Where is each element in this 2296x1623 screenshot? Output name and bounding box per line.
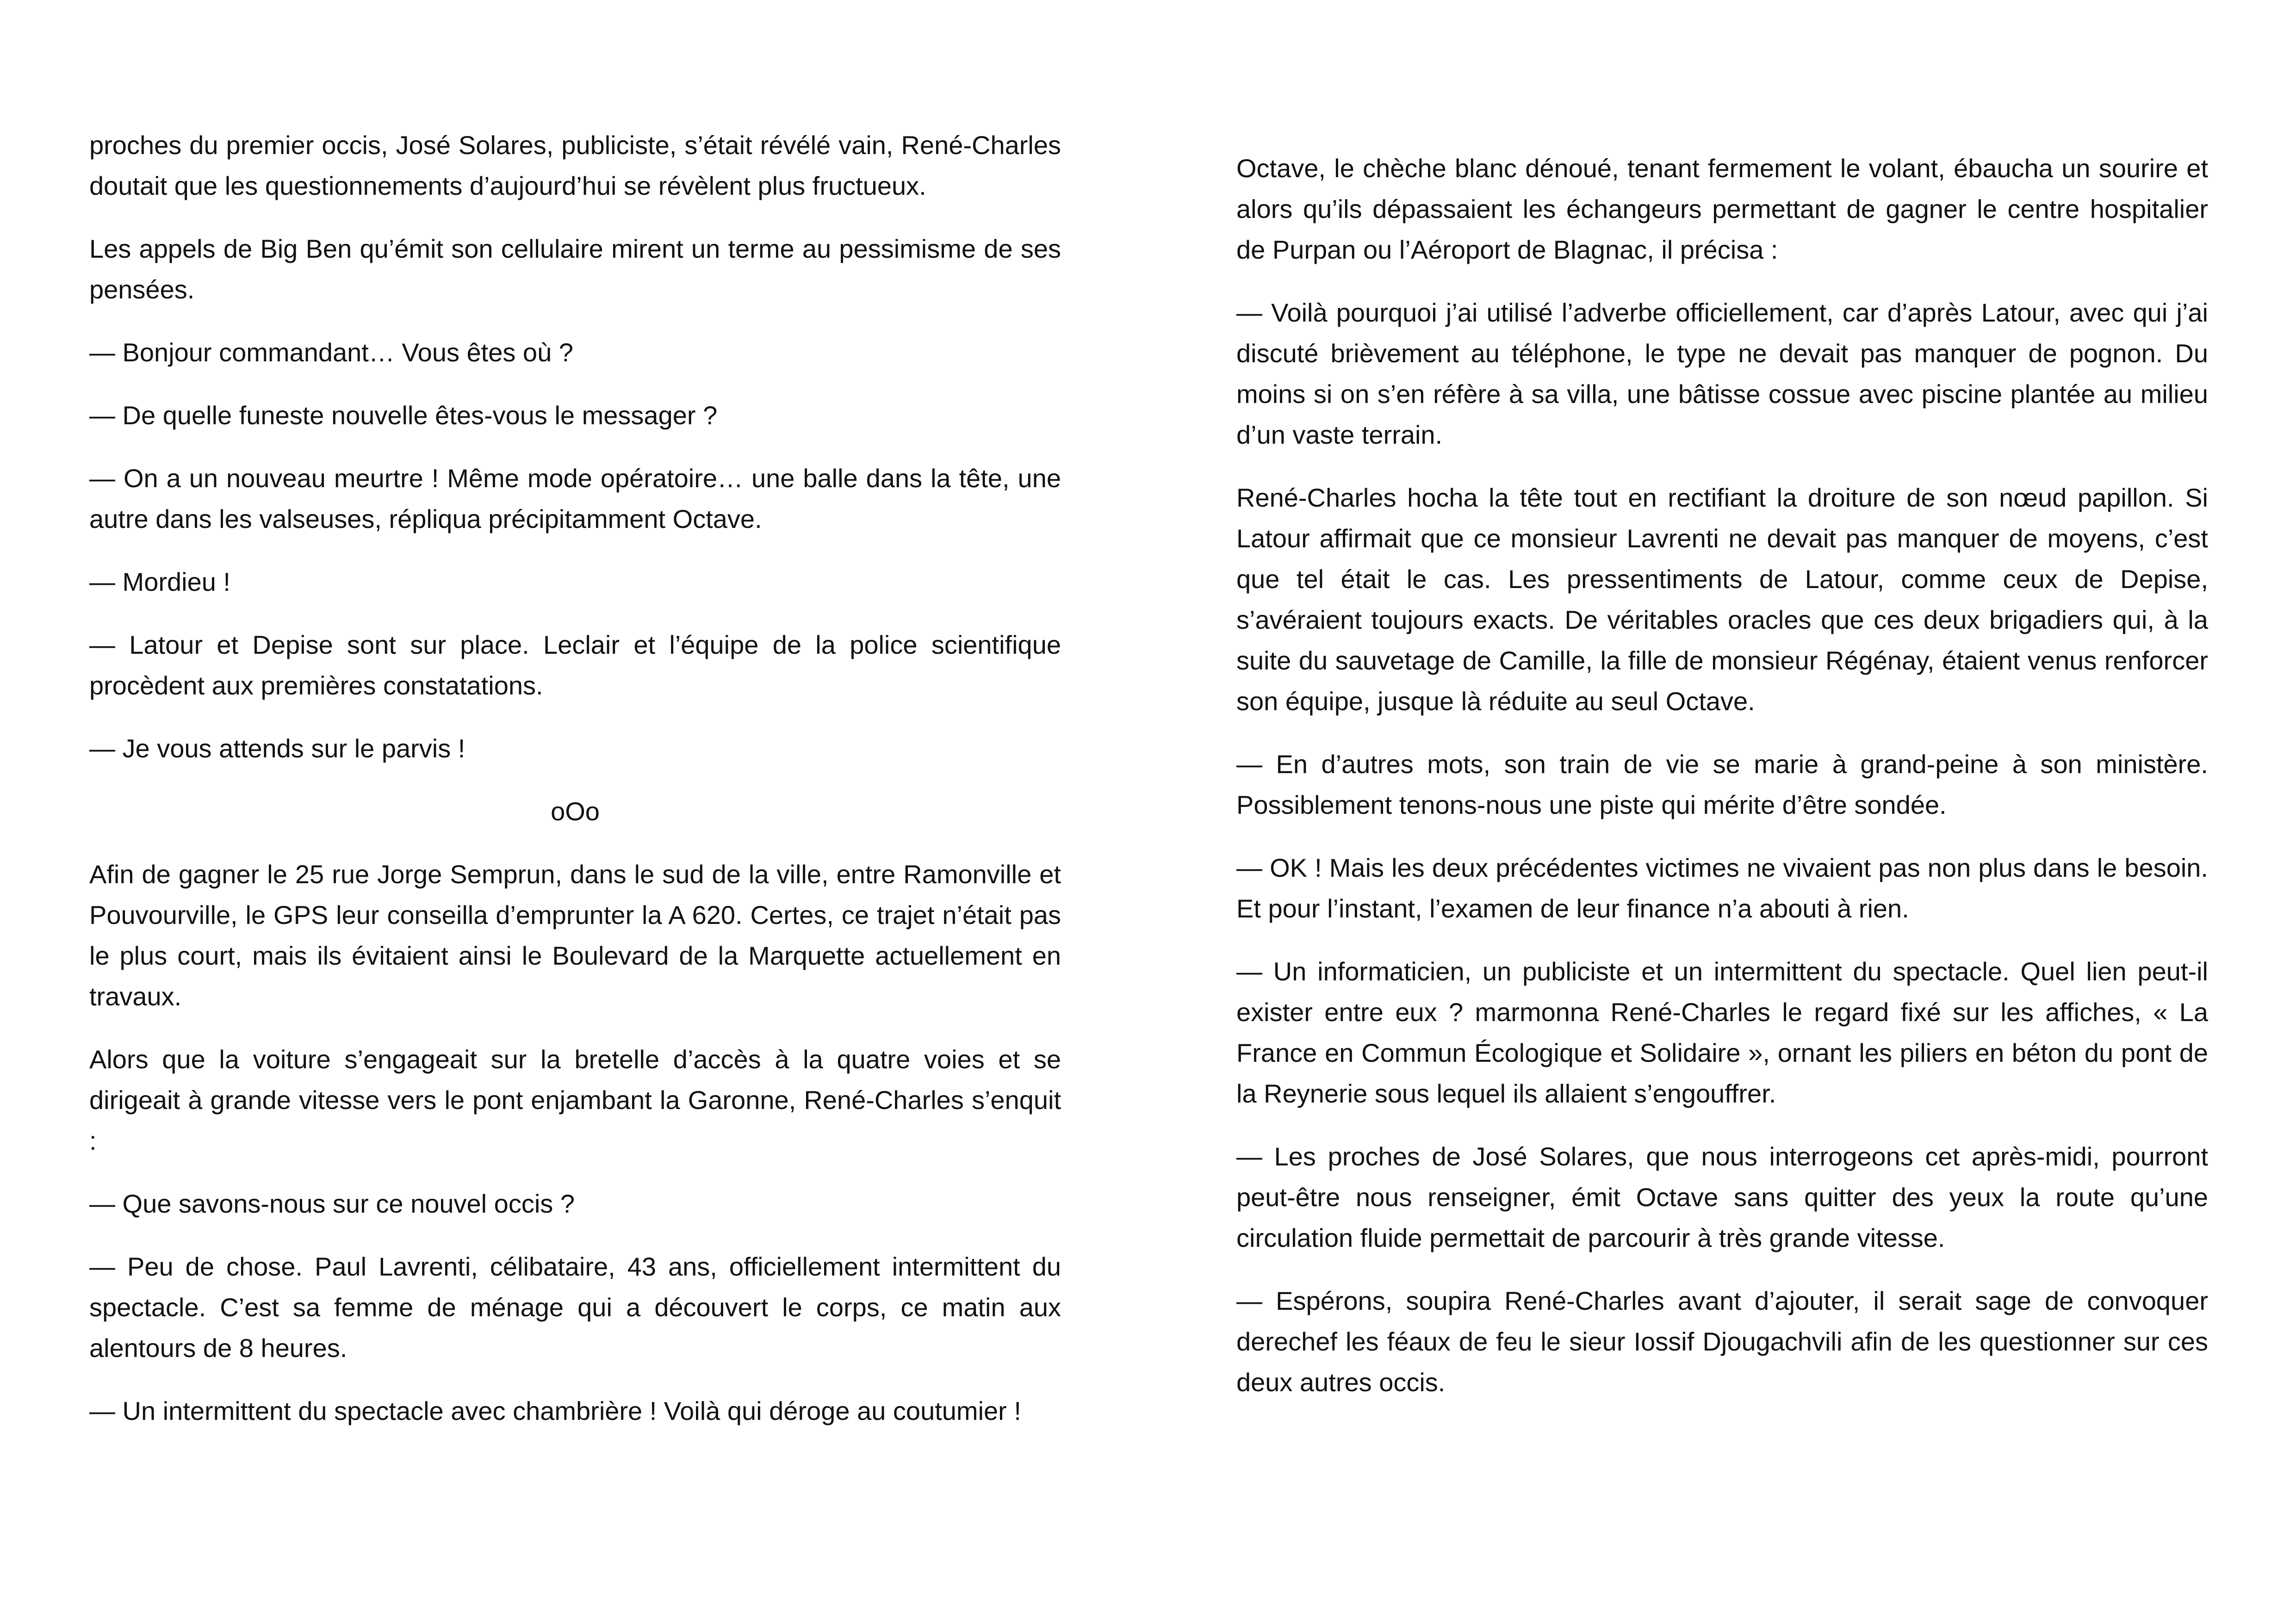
dialogue-line: — Latour et Depise sont sur place. Leclair et l’équipe de la police scientifique procèdent aux premières constatations. [89,630,1061,700]
right-page-text [1236,0,2208,1425]
paragraph: Alors que la voiture s’engageait sur la bretelle d’accès à la quatre voies et se dirigeait à grande vitesse vers le pont enjambant la Garonne, René-Charles s’enquit : [89,1045,1061,1155]
scene-break: oOo [551,797,600,826]
dialogue-line: — Les proches de José Solares, que nous interrogeons cet après-midi, pourront peut-être nous renseigner, émit Octave sans quitter des yeux la route qu’une circulation fluide permettait de parcourir à très grande vitesse. [1236,1142,2208,1252]
dialogue-line: — En d’autres mots, son train de vie se marie à grand-peine à son ministère. Possiblement tenons-nous une piste qui mérite d’être sondée. [1236,750,2208,819]
paragraph: proches du premier occis, José Solares, publiciste, s’était révélé vain, René-Charles doutait que les questionnements d’aujourd’hui se révèlent plus fructueux. [89,130,1061,200]
left-page-text [89,0,1061,1454]
dialogue-line: — Que savons-nous sur ce nouvel occis ? [89,1189,575,1218]
paragraph: Les appels de Big Ben qu’émit son cellulaire mirent un terme au pessimisme de ses pensées. [89,234,1061,304]
dialogue-line: — Voilà pourquoi j’ai utilisé l’adverbe officiellement, car d’après Latour, avec qui j’ai discuté brièvement au téléphone, le type ne devait pas manquer de pognon. Du moins si on s’en réfère à sa villa, une bâtisse cossue avec piscine plantée au milieu d’un vaste terrain. [1236,298,2208,449]
paragraph: Octave, le chèche blanc dénoué, tenant fermement le volant, ébaucha un sourire et alors qu’ils dépassaient les échangeurs permettant de gagner le centre hospitalier de Purpan ou l’Aéroport de Blagnac, il précisa : [1236,154,2208,264]
dialogue-line: — Je vous attends sur le parvis ! [89,734,465,763]
dialogue-line: — Peu de chose. Paul Lavrenti, célibataire, 43 ans, officiellement intermittent du spectacle. C’est sa femme de ménage qui a découvert le corps, ce matin aux alentours de 8 heures. [89,1252,1061,1363]
dialogue-line: — Un informaticien, un publiciste et un intermittent du spectacle. Quel lien peut-il exister entre eux ? marmonna René-Charles le regard fixé sur les affiches, « La France en Commun Écologique et Solidaire », ornant les piliers en béton du pont de la Reynerie sous lequel ils allaient s’engouffrer. [1236,957,2208,1108]
paragraph: René-Charles hocha la tête tout en rectifiant la droiture de son nœud papillon. Si Latour affirmait que ce monsieur Lavrenti ne devait pas manquer de moyens, c’est que tel était le cas. Les pressentiments de Latour, comme ceux de Depise, s’avéraient toujours exacts. De véritables oracles que ces deux brigadiers qui, à la suite du sauvetage de Camille, la fille de monsieur Régénay, étaient venus renforcer son équipe, jusque là réduite au seul Octave. [1236,483,2208,716]
dialogue-line: — Mordieu ! [89,567,230,596]
dialogue-line: — Un intermittent du spectacle avec chambrière ! Voilà qui déroge au coutumier ! [89,1396,1021,1425]
dialogue-line: — Espérons, soupira René-Charles avant d’ajouter, il serait sage de convoquer derechef les féaux de feu le sieur Iossif Djougachvili afin de les questionner sur ces deux autres occis. [1236,1286,2208,1397]
dialogue-line: — De quelle funeste nouvelle êtes-vous le messager ? [89,401,718,430]
dialogue-line: — Bonjour commandant… Vous êtes où ? [89,338,573,367]
dialogue-line: — OK ! Mais les deux précédentes victimes ne vivaient pas non plus dans le besoin. Et pour l’instant, l’examen de leur finance n’a abouti à rien. [1236,853,2208,923]
dialogue-line: — On a un nouveau meurtre ! Même mode opératoire… une balle dans la tête, une autre dans les valseuses, répliqua précipitamment Octave. [89,464,1061,533]
paragraph: Afin de gagner le 25 rue Jorge Semprun, dans le sud de la ville, entre Ramonville et Pouvourville, le GPS leur conseilla d’emprunter la A 620. Certes, ce trajet n’était pas le plus court, mais ils évitaient ainsi le Boulevard de la Marquette actuellement en travaux. [89,860,1061,1011]
